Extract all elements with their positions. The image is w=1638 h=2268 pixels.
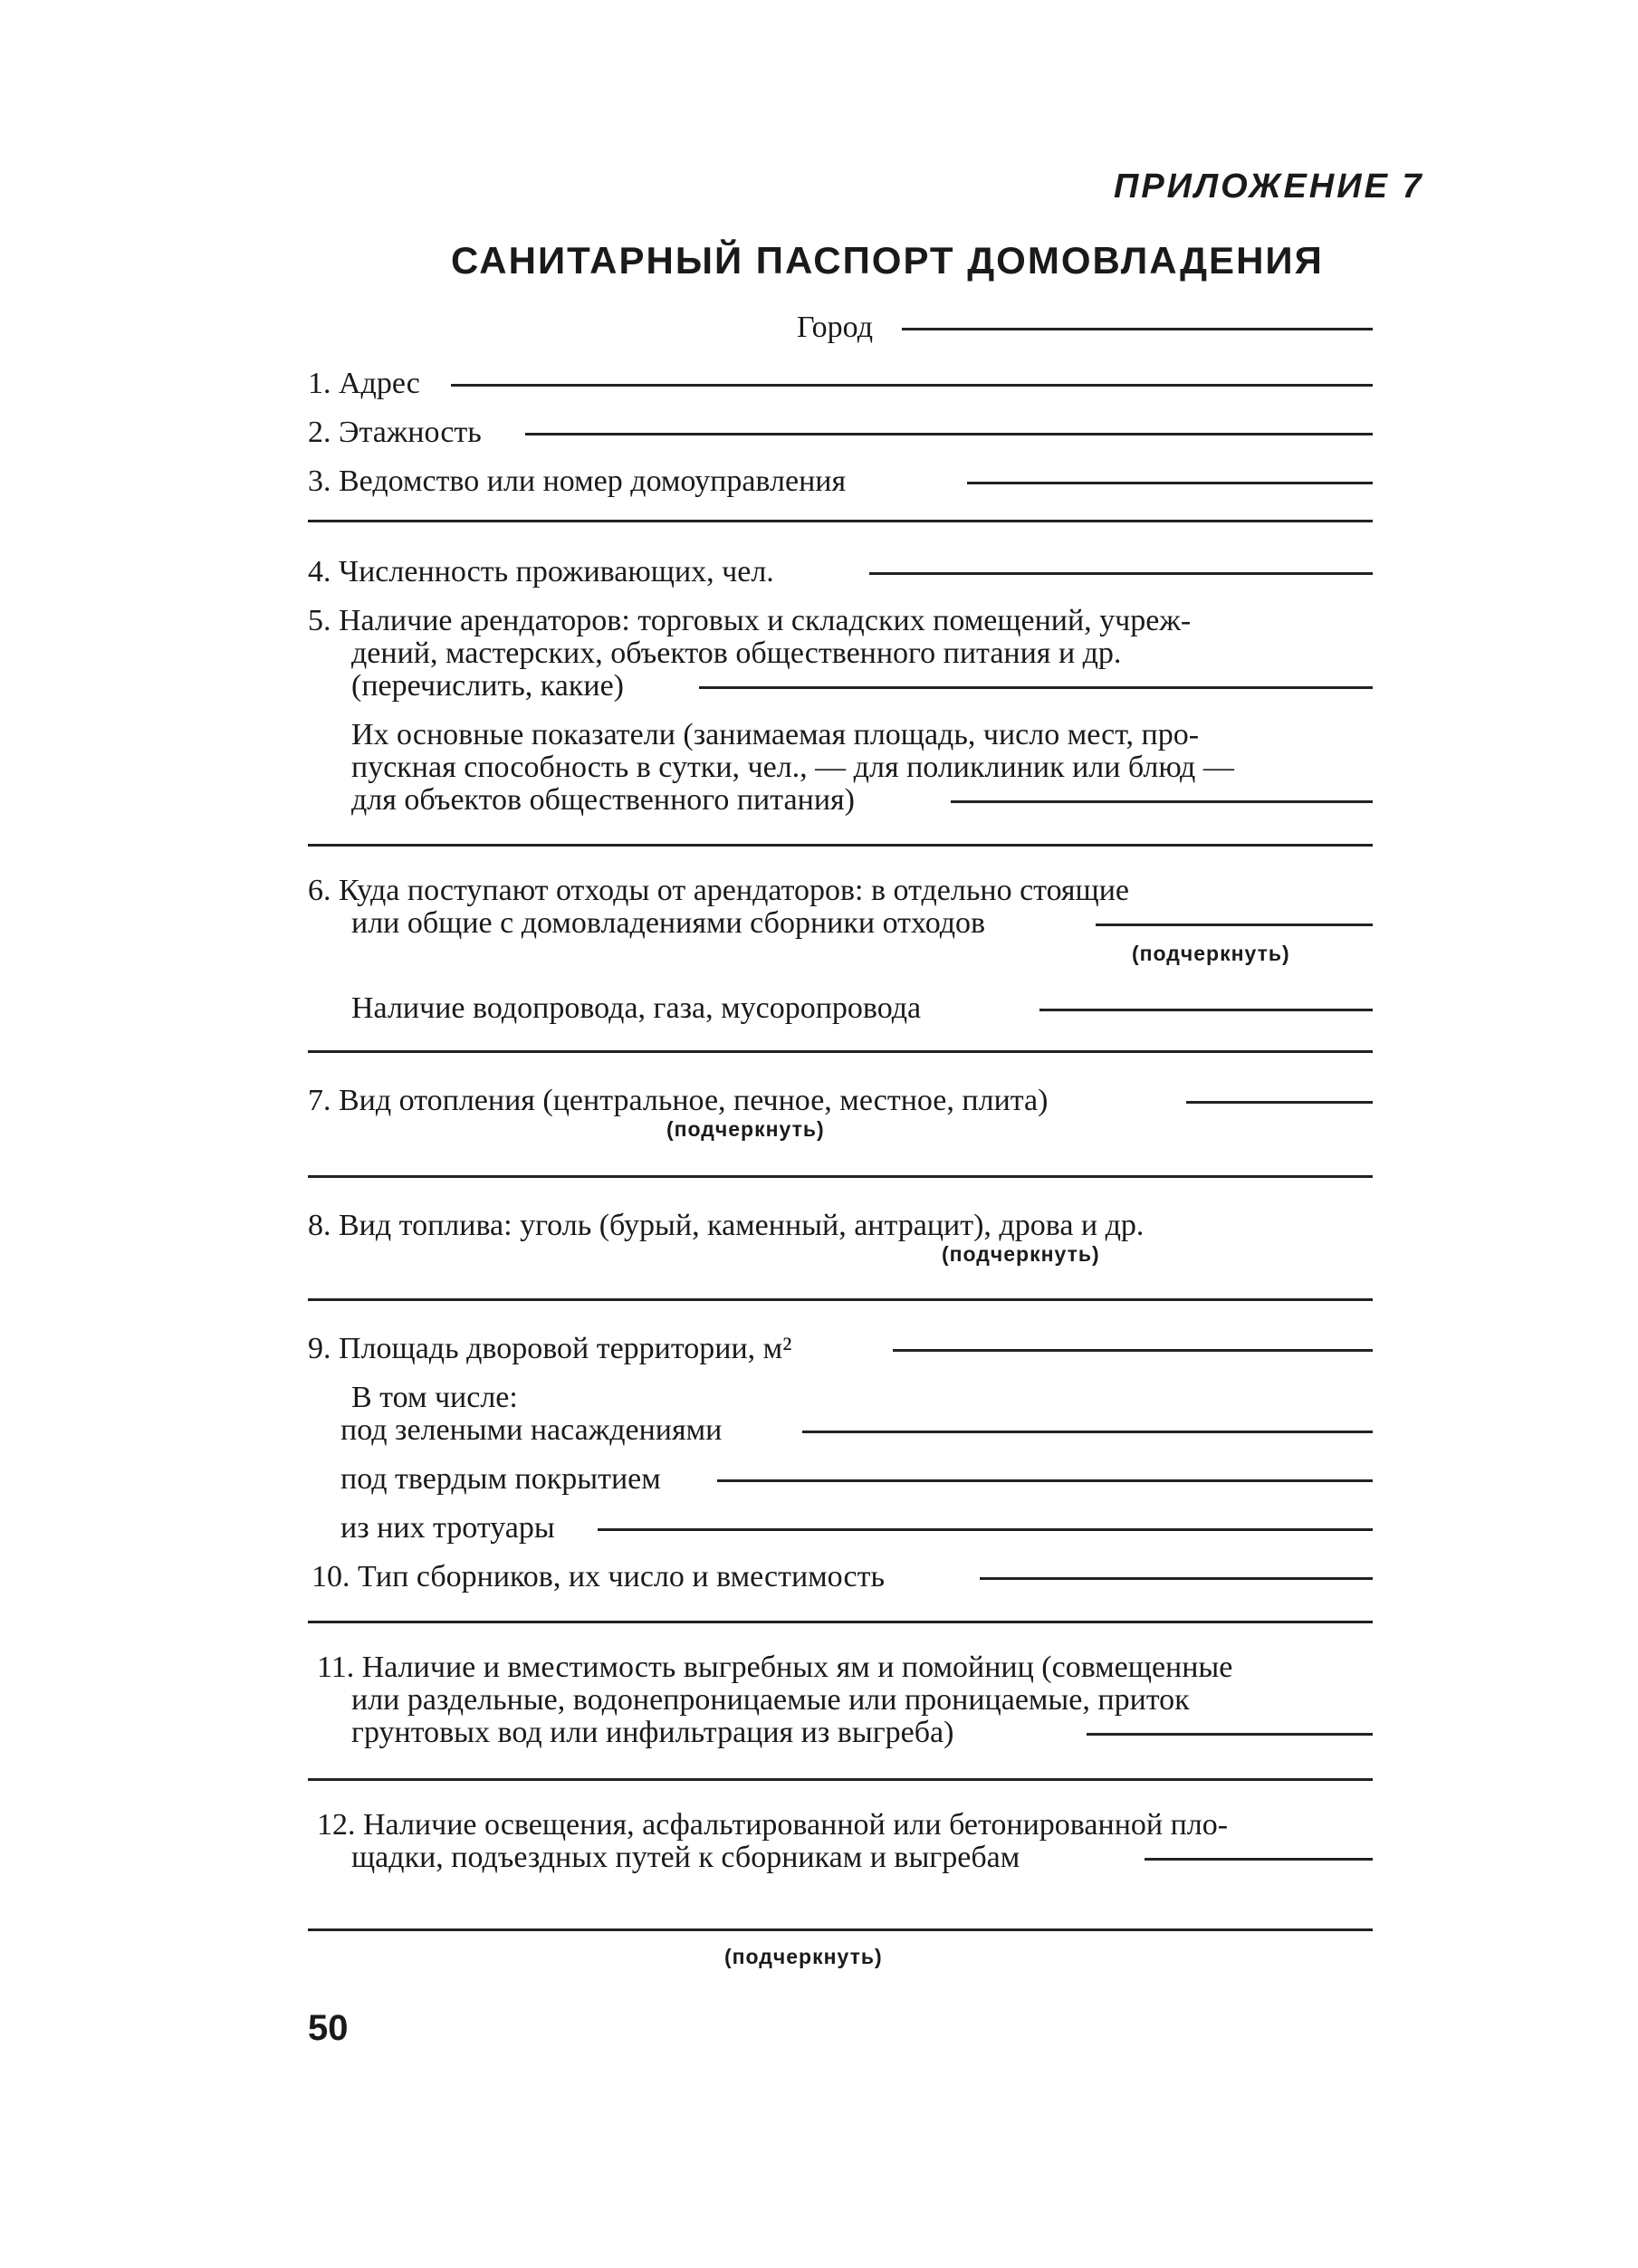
item-9-green-fill-line: [802, 1431, 1373, 1433]
item-11-line-1: 11. Наличие и вместимость выгребных ям и помойниц (совмещенные: [317, 1651, 1233, 1684]
item-9-fill-line: [893, 1349, 1373, 1352]
item-9-sidewalk-fill-line: [598, 1528, 1373, 1531]
underline-note: (подчеркнуть): [1132, 942, 1290, 965]
item-9-label: 9. Площадь дворовой территории, м²: [308, 1332, 792, 1365]
city-fill-line: [902, 328, 1373, 330]
item-11-fill-line: [1087, 1733, 1373, 1736]
item-2-label: 2. Этажность: [308, 416, 482, 449]
item-12-line-1: 12. Наличие освещения, асфальтированной или бетонированной пло-: [317, 1808, 1229, 1842]
item-9-hard-label: под твердым покрытием: [340, 1462, 661, 1496]
item-12-fill-line: [1145, 1858, 1373, 1861]
separator-line: [308, 1175, 1373, 1178]
item-11-line-3: грунтовых вод или инфильтрация из выгреба): [351, 1716, 954, 1749]
item-5-line-3: (перечислить, какие): [351, 669, 624, 703]
item-6b-fill-line: [1039, 1009, 1373, 1011]
item-5b-line-1: Их основные показатели (занимаемая площадь, число мест, про-: [351, 718, 1200, 751]
item-7-fill-line: [1186, 1101, 1373, 1104]
item-5b-line-2: пускная способность в сутки, чел., — для поликлиник или блюд —: [351, 751, 1234, 784]
item-9-sidewalk-label: из них тротуары: [340, 1511, 555, 1545]
item-1-label: 1. Адрес: [308, 367, 420, 400]
item-4-label: 4. Численность проживающих, чел.: [308, 555, 774, 589]
item-11-line-2: или раздельные, водонепроницаемые или проницаемые, приток: [351, 1683, 1190, 1717]
item-5-line-1: 5. Наличие арендаторов: торговых и складских помещений, учреж-: [308, 604, 1192, 637]
separator-line: [308, 1928, 1373, 1931]
separator-line: [308, 1298, 1373, 1301]
item-5-fill-line: [699, 686, 1373, 689]
page-title: САНИТАРНЫЙ ПАСПОРТ ДОМОВЛАДЕНИЯ: [451, 239, 1324, 282]
underline-note: (подчеркнуть): [942, 1242, 1100, 1266]
item-7-label: 7. Вид отопления (центральное, печное, местное, плита): [308, 1084, 1049, 1117]
item-6-fill-line: [1096, 923, 1373, 926]
item-3-fill-line: [967, 482, 1373, 484]
item-10-label: 10. Тип сборников, их число и вместимость: [311, 1560, 885, 1593]
appendix-label: ПРИЛОЖЕНИЕ 7: [1114, 167, 1424, 206]
city-label: Город: [797, 311, 873, 344]
item-5-line-2: дений, мастерских, объектов общественного питания и др.: [351, 636, 1122, 670]
item-9-subheading: В том числе:: [351, 1381, 518, 1414]
item-5b-fill-line: [951, 800, 1373, 803]
item-2-fill-line: [525, 433, 1373, 435]
underline-note: (подчеркнуть): [724, 1945, 883, 1968]
item-3-label: 3. Ведомство или номер домоуправления: [308, 464, 847, 498]
item-12-line-2: щадки, подъездных путей к сборникам и выгребам: [351, 1841, 1020, 1874]
item-5b-line-3: для объектов общественного питания): [351, 783, 855, 817]
page-number: 50: [308, 2008, 349, 2048]
separator-line: [308, 1778, 1373, 1781]
underline-note: (подчеркнуть): [666, 1117, 825, 1141]
separator-line: [308, 1050, 1373, 1053]
item-6-line-1: 6. Куда поступают отходы от арендаторов: в отдельно стоящие: [308, 874, 1130, 907]
item-10-fill-line: [980, 1577, 1373, 1580]
item-1-fill-line: [451, 384, 1373, 387]
item-9-green-label: под зелеными насаждениями: [340, 1413, 723, 1447]
separator-line: [308, 1621, 1373, 1623]
item-4-fill-line: [869, 572, 1373, 575]
separator-line: [308, 520, 1373, 522]
item-6b-label: Наличие водопровода, газа, мусоропровода: [351, 991, 922, 1025]
item-9-hard-fill-line: [717, 1479, 1373, 1482]
item-8-label: 8. Вид топлива: уголь (бурый, каменный, антрацит), дрова и др.: [308, 1209, 1145, 1242]
separator-line: [308, 844, 1373, 847]
item-6-line-2: или общие с домовладениями сборники отходов: [351, 906, 986, 940]
